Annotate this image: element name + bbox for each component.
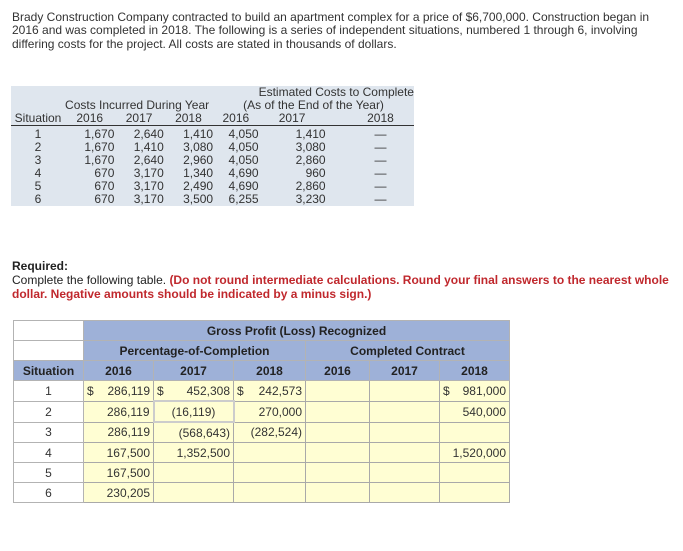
poc-2016-value: 286,119 <box>107 383 150 398</box>
cost-table-panel <box>11 86 414 206</box>
cost-est-2018: — <box>374 192 387 206</box>
poc-2017-input[interactable] <box>154 483 234 503</box>
header-est-2016: 2016 <box>222 111 250 125</box>
header-percentage-of-completion: Percentage-of-Completion <box>84 341 306 361</box>
cost-inc-2018: 1,340 <box>183 166 214 180</box>
dollar-sign: $ <box>157 383 164 398</box>
answer-table <box>13 320 510 503</box>
answer-situation: 6 <box>14 483 84 503</box>
cc-2016-input[interactable] <box>306 401 370 422</box>
cost-est-2018: — <box>374 153 387 167</box>
cost-est-2018: — <box>374 127 387 141</box>
cost-situation: 5 <box>34 179 42 193</box>
table-row <box>14 463 510 483</box>
required-label: Required: <box>12 259 69 273</box>
poc-2017-input[interactable]: (16,119) <box>154 401 234 422</box>
cost-inc-2016: 1,670 <box>84 140 115 154</box>
poc-2018-input[interactable] <box>234 443 306 463</box>
cost-inc-2018: 3,080 <box>183 140 214 154</box>
cost-situation: 6 <box>34 192 42 206</box>
dollar-sign: $ <box>87 383 94 398</box>
cc-2017-input[interactable] <box>370 443 440 463</box>
poc-2016-input[interactable]: 167,500 <box>84 463 154 483</box>
header-inc-2016: 2016 <box>76 111 104 125</box>
problem-intro: Brady Construction Company contracted to build an apartment complex for a price of $6,700,000. Construction began in 2016 and was completed in 2018. The following is a series of independent situations, numbered 1 through 6, involving differing costs for the project. All costs are stated in thousands of dollars. <box>12 10 650 51</box>
header-situation: Situation <box>14 111 62 125</box>
header-poc-2016: 2016 <box>84 361 154 381</box>
poc-2018-input[interactable] <box>234 381 306 402</box>
table-row <box>14 401 510 422</box>
cost-est-2016: 4,050 <box>228 127 259 141</box>
cost-table <box>11 86 414 206</box>
cost-inc-2016: 1,670 <box>84 127 115 141</box>
poc-2017-input[interactable]: (568,643) <box>154 422 234 443</box>
poc-2018-input[interactable]: 270,000 <box>234 401 306 422</box>
poc-2017-input[interactable]: 1,352,500 <box>154 443 234 463</box>
header-situation: Situation <box>14 361 84 381</box>
cc-2018-input[interactable] <box>440 483 510 503</box>
dollar-sign: $ <box>443 383 450 398</box>
poc-2017-value: 452,308 <box>186 383 230 398</box>
header-poc-2017: 2017 <box>154 361 234 381</box>
cost-est-2017: 3,080 <box>295 140 326 154</box>
cost-est-2017: 960 <box>305 166 326 180</box>
header-est-2017: 2017 <box>278 111 306 125</box>
cc-2018-input[interactable] <box>440 381 510 402</box>
poc-2018-value: 242,573 <box>258 383 302 398</box>
cc-2017-input[interactable] <box>370 463 440 483</box>
cc-2016-input[interactable] <box>306 483 370 503</box>
header-cc-2017: 2017 <box>370 361 440 381</box>
required-text: Complete the following table. <box>12 273 167 287</box>
header-est-2018: 2018 <box>367 111 394 125</box>
header-costs-incurred: Costs Incurred During Year <box>65 98 210 112</box>
cost-est-2017: 3,230 <box>295 192 326 206</box>
poc-2016-input[interactable] <box>84 381 154 402</box>
cc-2016-input[interactable] <box>306 381 370 402</box>
poc-2017-input[interactable] <box>154 381 234 402</box>
poc-2016-input[interactable]: 230,205 <box>84 483 154 503</box>
cost-est-2017: 2,860 <box>295 153 326 167</box>
header-poc-2018: 2018 <box>234 361 306 381</box>
header-estimated-sub: (As of the End of the Year) <box>243 98 384 112</box>
answer-situation: 1 <box>14 381 84 402</box>
cost-row <box>11 193 414 206</box>
cc-2017-input[interactable] <box>370 483 440 503</box>
cost-inc-2016: 670 <box>94 192 115 206</box>
answer-title: Gross Profit (Loss) Recognized <box>84 321 510 341</box>
cost-inc-2018: 3,500 <box>183 192 214 206</box>
answer-situation: 2 <box>14 401 84 422</box>
cost-situation: 1 <box>34 127 42 141</box>
table-row <box>14 381 510 402</box>
cost-est-2016: 4,690 <box>228 166 259 180</box>
table-row <box>14 443 510 463</box>
cost-row <box>11 126 414 142</box>
required-note: (Do not round intermediate calculations. Round your final answers to the nearest whole dollar. Negative amounts should be indicated by a minus sign.) <box>12 273 669 301</box>
cost-inc-2017: 2,640 <box>133 127 164 141</box>
cost-situation: 4 <box>34 166 42 180</box>
header-inc-2017: 2017 <box>125 111 153 125</box>
cc-2017-input[interactable] <box>370 422 440 443</box>
cost-inc-2017: 2,640 <box>133 153 164 167</box>
cost-inc-2017: 3,170 <box>133 166 164 180</box>
cc-2017-input[interactable] <box>370 401 440 422</box>
cost-est-2016: 6,255 <box>228 192 259 206</box>
cc-2017-input[interactable] <box>370 381 440 402</box>
dollar-sign: $ <box>237 383 244 398</box>
poc-2018-input[interactable] <box>234 463 306 483</box>
poc-2016-input[interactable]: 286,119 <box>84 401 154 422</box>
cost-inc-2016: 1,670 <box>84 153 115 167</box>
cost-est-2018: — <box>374 179 387 193</box>
cost-inc-2016: 670 <box>94 179 115 193</box>
cc-2018-value: 981,000 <box>462 383 506 398</box>
table-row <box>14 483 510 503</box>
cost-est-2016: 4,690 <box>228 179 259 193</box>
cost-inc-2017: 3,170 <box>133 179 164 193</box>
cc-2016-input[interactable] <box>306 443 370 463</box>
header-inc-2018: 2018 <box>175 111 202 125</box>
poc-2016-input[interactable]: 286,119 <box>84 422 154 443</box>
cost-inc-2017: 1,410 <box>133 140 164 154</box>
header-estimated-costs: Estimated Costs to Complete <box>258 85 414 99</box>
poc-2018-input[interactable] <box>234 483 306 503</box>
required-section <box>12 259 683 301</box>
answer-situation: 5 <box>14 463 84 483</box>
cost-est-2016: 4,050 <box>228 140 259 154</box>
cc-2018-input[interactable]: 540,000 <box>440 401 510 422</box>
cost-inc-2016: 670 <box>94 166 115 180</box>
cc-2018-input[interactable] <box>440 422 510 443</box>
cc-2018-input[interactable] <box>440 463 510 483</box>
cc-2018-input[interactable]: 1,520,000 <box>440 443 510 463</box>
cost-inc-2018: 1,410 <box>183 127 214 141</box>
header-cc-2016: 2016 <box>306 361 370 381</box>
poc-2018-input[interactable]: (282,524) <box>234 422 306 443</box>
cost-est-2018: — <box>374 166 387 180</box>
cost-est-2017: 1,410 <box>295 127 326 141</box>
cost-situation: 3 <box>34 153 42 167</box>
cost-inc-2018: 2,490 <box>183 179 214 193</box>
table-row <box>14 422 510 443</box>
header-cc-2018: 2018 <box>440 361 510 381</box>
answer-situation: 3 <box>14 422 84 443</box>
cost-est-2018: — <box>374 140 387 154</box>
cost-inc-2017: 3,170 <box>133 192 164 206</box>
poc-2017-input[interactable] <box>154 463 234 483</box>
answer-situation: 4 <box>14 443 84 463</box>
cc-2016-input[interactable] <box>306 463 370 483</box>
cc-2016-input[interactable] <box>306 422 370 443</box>
header-completed-contract: Completed Contract <box>306 341 510 361</box>
cost-situation: 2 <box>34 140 42 154</box>
cost-est-2017: 2,860 <box>295 179 326 193</box>
poc-2016-input[interactable]: 167,500 <box>84 443 154 463</box>
cost-est-2016: 4,050 <box>228 153 259 167</box>
cost-inc-2018: 2,960 <box>183 153 214 167</box>
